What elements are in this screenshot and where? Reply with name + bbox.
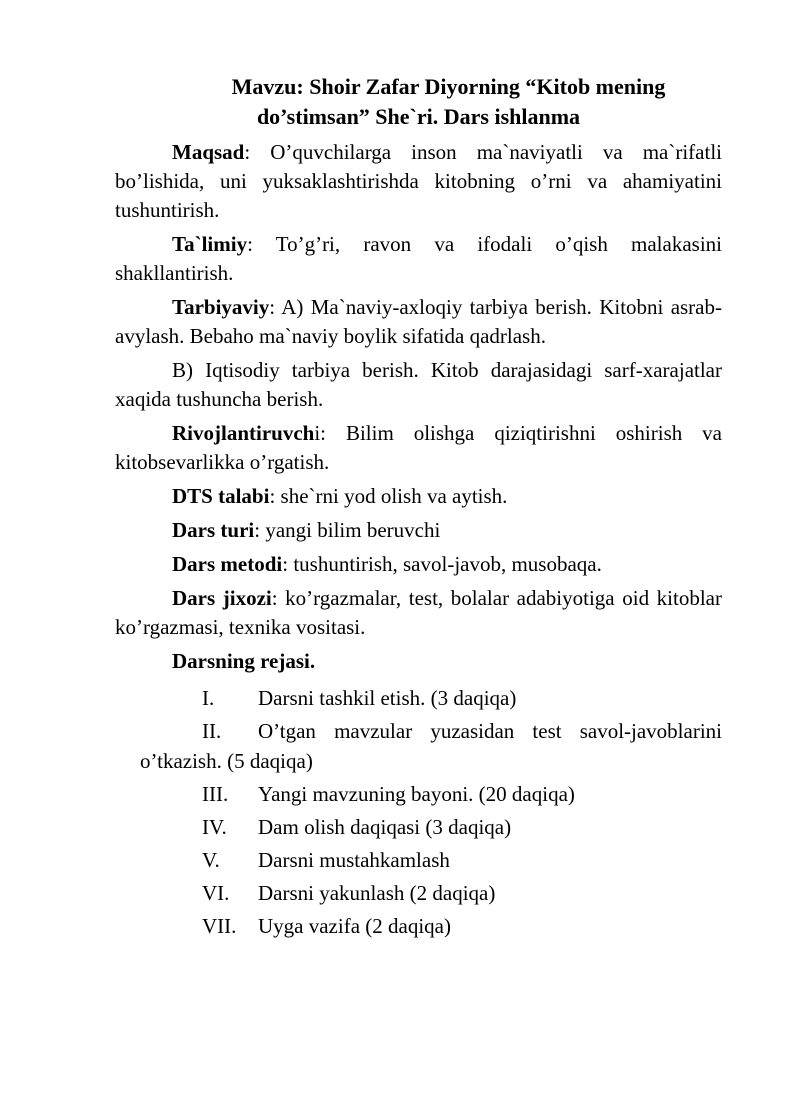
plan-item-text: Uyga vazifa (2 daqiqa) xyxy=(258,914,451,938)
plan-item-text: O’tgan mavzular yuzasidan test savol-javoblarini o’tkazish. (5 daqiqa) xyxy=(140,719,722,773)
title-line-2: do’stimsan” She`ri. Dars ishlanma xyxy=(256,104,581,129)
plan-item-5 xyxy=(115,845,722,875)
paragraph-text: : tushuntirish, savol-javob, musobaqa. xyxy=(282,552,602,576)
plan-item-text: Darsni tashkil etish. (3 daqiqa) xyxy=(258,686,517,710)
plan-item-text: Yangi mavzuning bayoni. (20 daqiqa) xyxy=(258,782,575,806)
paragraph-darsning-rejasi xyxy=(115,647,722,676)
paragraph-text: : she`rni yod olish va aytish. xyxy=(269,484,508,508)
plan-item-1 xyxy=(115,683,722,713)
paragraph-text: : O’quvchilarga inson ma`naviyatli va ma`rifatli bo’lishida, uni yuksaklashtirishda kitobning o’rni va ahamiyatini tushuntirish. xyxy=(115,140,722,222)
paragraph-lead: Tarbiyaviy xyxy=(172,295,270,319)
paragraph-dts-talabi xyxy=(115,482,722,511)
paragraph-text: : ko’rgazmalar, test, bolalar adabiyotiga oid kitoblar ko’rgazmasi, texnika vositasi. xyxy=(115,586,722,639)
paragraph-text: B) Iqtisodiy tarbiya berish. Kitob darajasidagi sarf-xarajatlar xaqida tushuncha berish. xyxy=(115,358,722,411)
plan-item-text: Darsni mustahkamlash xyxy=(258,848,450,872)
plan-item-text: Darsni yakunlash (2 daqiqa) xyxy=(258,881,496,905)
paragraph-lead: Maqsad xyxy=(172,140,245,164)
paragraph-text: : To’g’ri, ravon va ifodali o’qish malakasini shakllantirish. xyxy=(115,232,722,285)
title-line-1: Mavzu: Shoir Zafar Diyorning “Kitob mening xyxy=(231,74,666,99)
paragraph-dars-turi xyxy=(115,516,722,545)
plan-item-numeral: V. xyxy=(202,848,220,872)
plan-item-text: Dam olish daqiqasi (3 daqiqa) xyxy=(258,815,512,839)
plan-item-2 xyxy=(115,716,722,776)
lesson-plan-list xyxy=(115,683,722,941)
paragraph-text: i: Bilim olishga qiziqtirishni oshirish va kitobsevarlikka o’rgatish. xyxy=(115,421,722,474)
plan-item-numeral: IV. xyxy=(202,815,227,839)
plan-item-numeral: III. xyxy=(202,782,229,806)
paragraph-dars-metodi xyxy=(115,550,722,579)
plan-item-7 xyxy=(115,911,722,941)
document-title xyxy=(115,72,722,132)
paragraph-talimiy xyxy=(115,230,722,288)
paragraph-iqtisodiy xyxy=(115,356,722,414)
paragraph-text: : yangi bilim beruvchi xyxy=(254,518,441,542)
paragraph-lead: Darsning rejasi. xyxy=(172,649,316,673)
plan-item-numeral: VII. xyxy=(202,914,237,938)
plan-item-numeral: II. xyxy=(202,719,222,743)
paragraph-maqsad xyxy=(115,138,722,225)
paragraph-lead: Dars metodi xyxy=(172,552,283,576)
plan-item-6 xyxy=(115,878,722,908)
paragraph-text: : A) Ma`naviy-axloqiy tarbiya berish. Kitobni asrab-avylash. Bebaho ma`naviy boylik sifatida qadrlash. xyxy=(115,295,722,348)
paragraph-lead: Rivojlantiruvch xyxy=(172,421,315,445)
paragraph-lead: Ta`limiy xyxy=(172,232,248,256)
paragraph-lead: Dars turi xyxy=(172,518,255,542)
paragraph-lead: DTS talabi xyxy=(172,484,270,508)
plan-item-4 xyxy=(115,812,722,842)
paragraph-lead: Dars jixozi xyxy=(172,586,272,610)
paragraph-rivojlantiruvchi xyxy=(115,419,722,477)
plan-item-numeral: VI. xyxy=(202,881,230,905)
paragraph-dars-jixozi xyxy=(115,584,722,642)
paragraph-tarbiyaviy xyxy=(115,293,722,351)
plan-item-numeral: I. xyxy=(202,686,215,710)
plan-item-3 xyxy=(115,779,722,809)
